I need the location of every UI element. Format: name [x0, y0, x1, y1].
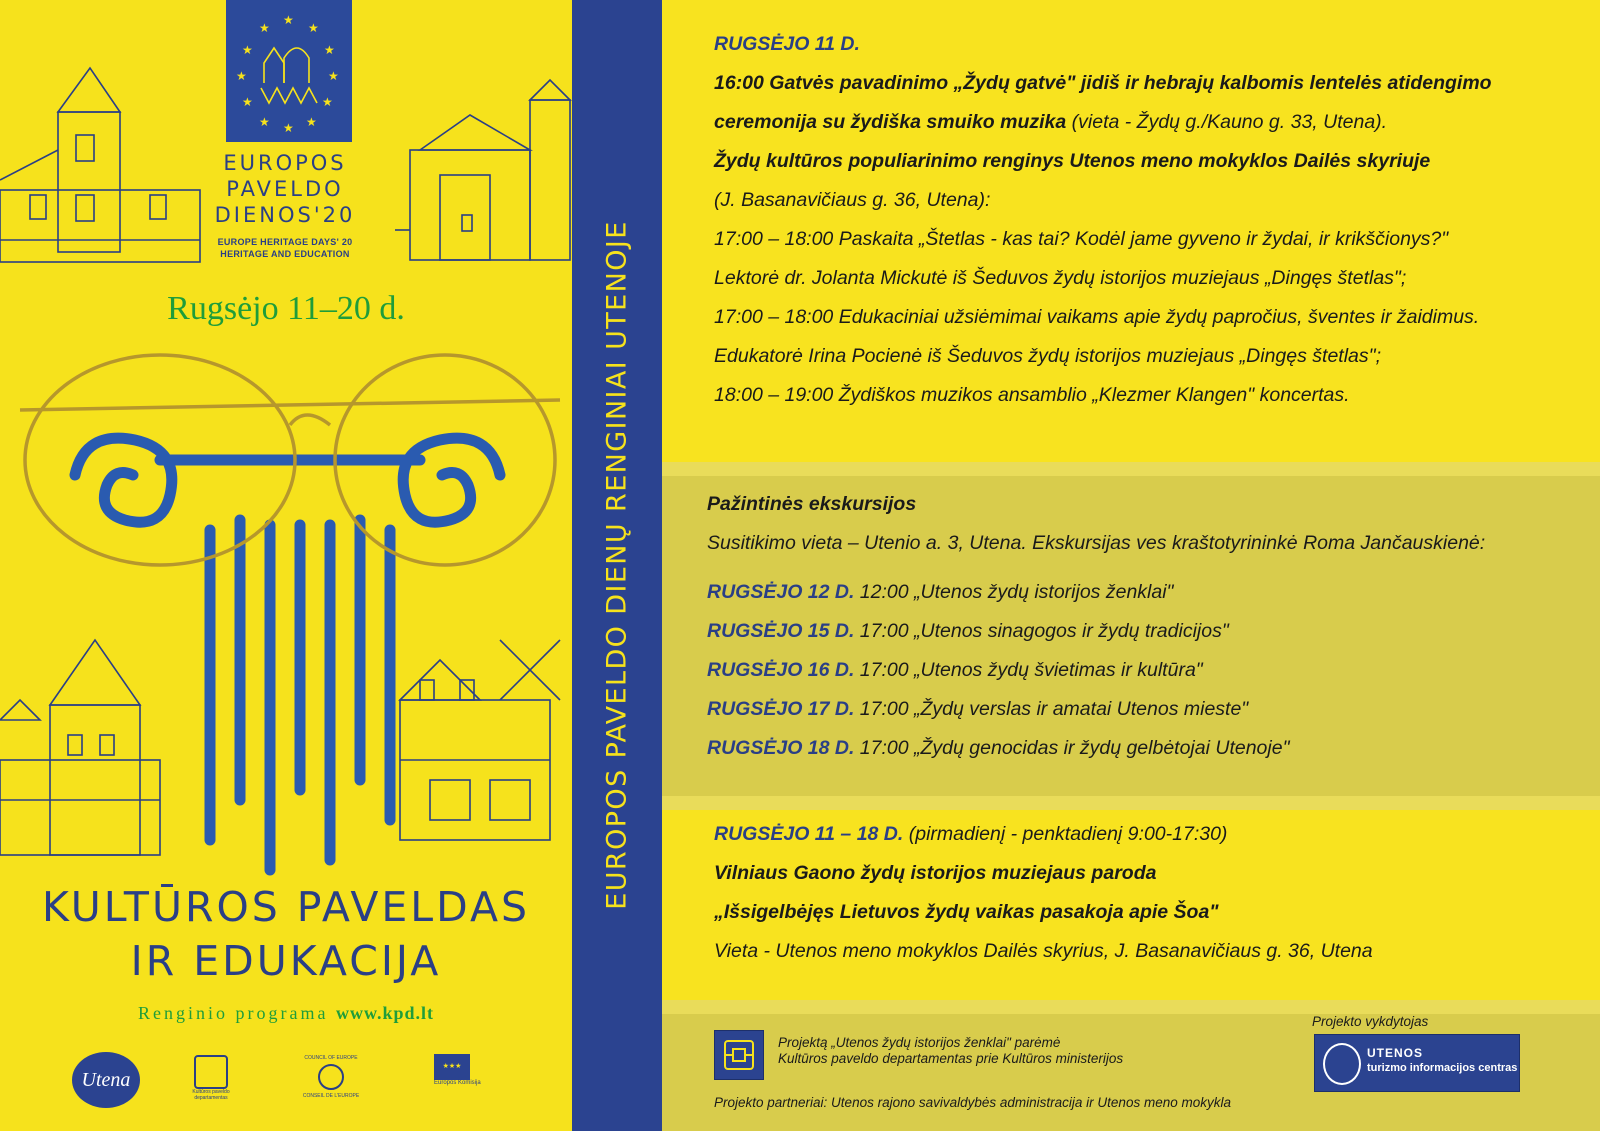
tour-item: RUGSĖJO 17 D. 17:00 „Žydų verslas ir amatai Utenos mieste": [707, 698, 1249, 720]
section-exhibition-content: [714, 815, 1580, 971]
european-commission-logo: ★★★ Europos Komisija: [420, 1050, 500, 1106]
exhibition-title: Vilniaus Gaono žydų istorijos muziejaus paroda: [714, 862, 1157, 884]
kpd-logo: Kultūros paveldo departamentas: [188, 1055, 234, 1105]
event-line: 17:00 – 18:00 Edukaciniai užsiėmimai vaikams apie žydų papročius, šventes ir žaidimus.: [714, 306, 1480, 328]
program-url[interactable]: www.kpd.lt: [335, 1003, 434, 1023]
tour-item: RUGSĖJO 16 D. 17:00 „Utenos žydų švietimas ir kultūra": [707, 659, 1203, 681]
heritage-subtitle: EUROPE HERITAGE DAYS' 20: [217, 237, 353, 247]
support-text: Projektą „Utenos žydų istorijos ženklai" parėmė: [778, 1035, 1061, 1050]
exhibition-place: Vieta - Utenos meno mokyklos Dailės skyrius, J. Basanavičiaus g. 36, Utena: [714, 940, 1373, 962]
utena-logo: Utena: [72, 1052, 140, 1108]
main-title-line: KULTŪROS PAVELDAS: [41, 883, 531, 931]
tours-intro: Susitikimo vieta – Utenio a. 3, Utena. Ekskursijas ves kraštotyrininkė Roma Jančauskienė:: [707, 532, 1486, 554]
star-icon: ★: [283, 13, 294, 27]
event-line: (J. Basanavičiaus g. 36, Utena):: [714, 189, 991, 211]
partners-text: Projekto partneriai: Utenos rajono savivaldybės administracija ir Utenos meno mokykla: [714, 1095, 1231, 1110]
tour-item: RUGSĖJO 18 D. 17:00 „Žydų genocidas ir žydų gelbėtojai Utenoje": [707, 737, 1290, 759]
executor-label: Projekto vykdytojas: [1312, 1014, 1429, 1029]
kpd-logo: [714, 1030, 764, 1080]
event-place: (vieta - Žydų g./Kauno g. 33, Utena).: [1066, 111, 1388, 133]
tour-item: RUGSĖJO 15 D. 17:00 „Utenos sinagogos ir žydų tradicijos": [707, 620, 1229, 642]
event-title: Žydų kultūros populiarinimo renginys Utenos meno mokyklos Dailės skyriuje: [714, 150, 1431, 172]
star-icon: ★: [242, 43, 253, 57]
utena-tic-emblem-icon: [1323, 1043, 1361, 1085]
eu-flag-icon: ★★★: [434, 1054, 470, 1080]
event-line: Edukatorė Irina Pocienė iš Šeduvos žydų istorijos muziejaus „Dingęs štetlas";: [714, 345, 1381, 367]
utena-tic-logo: UTENOS turizmo informacijos centras: [1314, 1034, 1520, 1092]
star-icon: ★: [259, 115, 270, 129]
council-of-europe-logo: COUNCIL OF EUROPE CONSEIL DE L'EUROPE: [302, 1055, 360, 1099]
kpd-emblem-icon: [715, 1031, 763, 1079]
star-icon: ★: [324, 43, 335, 57]
section-tours: [662, 476, 1600, 796]
star-icon: ★: [306, 115, 317, 129]
event-line: Lektorė dr. Jolanta Mickutė iš Šeduvos žydų istorijos muziejaus „Dingęs štetlas";: [714, 267, 1407, 289]
star-icon: ★: [328, 69, 339, 83]
star-icon: ★: [259, 21, 270, 35]
section-date: RUGSĖJO 11 D.: [714, 33, 860, 55]
section-sept-11: [662, 0, 1600, 462]
star-icon: ★: [236, 69, 247, 83]
section-sept-11-content: [714, 25, 1580, 415]
event-line: 17:00 – 18:00 Paskaita „Štetlas - kas tai? Kodėl jame gyveno ir žydai, ir krikščionys?": [714, 228, 1449, 250]
star-icon: ★: [242, 95, 253, 109]
main-title-line: IR EDUKACIJA: [130, 937, 442, 985]
heritage-days-title: [195, 150, 375, 228]
heritage-title-line: DIENOS'20: [214, 203, 356, 227]
event-line: 18:00 – 19:00 Žydiškos muzikos ansamblio „Klezmer Klangen" koncertas.: [714, 384, 1350, 406]
eu-heritage-logo: [226, 0, 352, 142]
exhibition-title: „Išsigelbėjęs Lietuvos žydų vaikas pasakoja apie Šoa": [714, 901, 1219, 923]
star-icon: ★: [308, 21, 319, 35]
castle-icon: [259, 38, 321, 108]
section-tours-content: [707, 485, 1580, 768]
support-text: Kultūros paveldo departamentas prie Kultūros ministerijos: [778, 1051, 1124, 1066]
tour-item: RUGSĖJO 12 D. 12:00 „Utenos žydų istorijos ženklai": [707, 581, 1174, 603]
event-title: 16:00 Gatvės pavadinimo „Žydų gatvė" jidiš ir hebrajų kalbomis lentelės atidengimo: [714, 72, 1492, 94]
heritage-subtitle: HERITAGE AND EDUCATION: [220, 249, 350, 259]
program-line: [0, 1003, 572, 1024]
star-icon: ★: [322, 95, 333, 109]
tours-title: Pažintinės ekskursijos: [707, 493, 917, 515]
star-icon: ★: [283, 121, 294, 135]
event-dates: Rugsėjo 11–20 d.: [167, 290, 405, 327]
program-label: Renginio programa: [138, 1003, 329, 1023]
poster-main-title: [0, 880, 572, 988]
poster: [0, 0, 572, 1131]
sponsors-footer: [662, 1014, 1600, 1131]
vertical-band-title: EUROPOS PAVELDO DIENŲ RENGINIAI UTENOJE: [601, 220, 633, 910]
section-exhibition: [662, 810, 1600, 1000]
event-title-line: ceremonija su žydiška smuiko muzika (vieta - Žydų g./Kauno g. 33, Utena).: [714, 111, 1388, 133]
heritage-title-line: PAVELDO: [226, 177, 344, 201]
heritage-title-line: EUROPOS: [223, 151, 347, 175]
exhibition-date-line: RUGSĖJO 11 – 18 D. (pirmadienį - penktadienį 9:00-17:30): [714, 823, 1228, 845]
